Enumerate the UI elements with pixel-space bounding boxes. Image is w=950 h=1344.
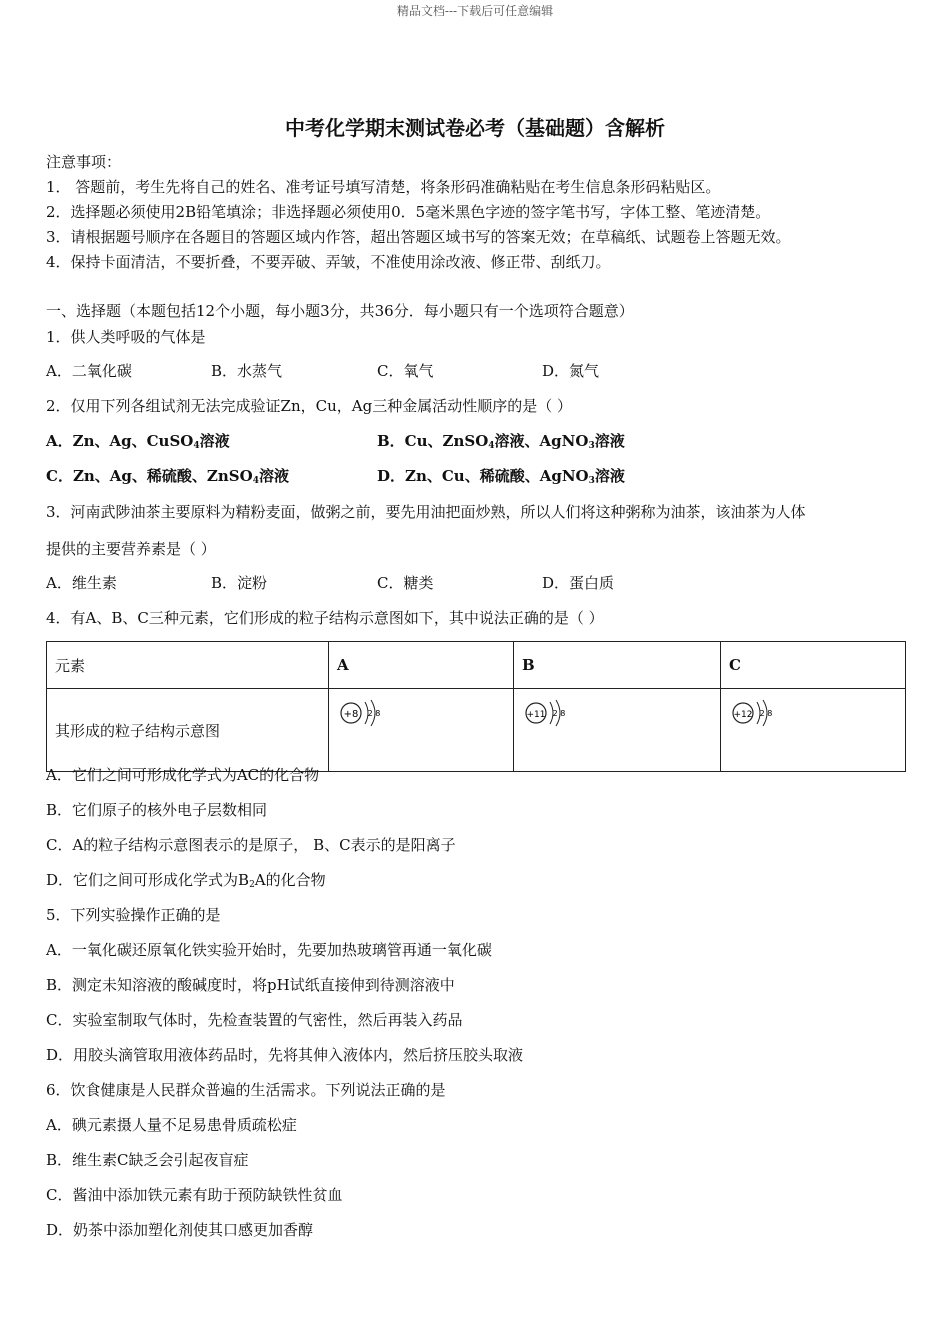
note-item: 3．请根据题号顺序在各题目的答题区域内作答，超出答题区域书写的答案无效；在草稿纸、试题卷上答题无效。 — [46, 228, 791, 246]
notes-heading: 注意事项： — [46, 153, 122, 171]
option-c: C．氧气 — [377, 362, 434, 380]
note-item: 2．选择题必须使用2B铅笔填涂；非选择题必须使用0．5毫米黑色字迹的签字笔书写，字体工整、笔迹清楚。 — [46, 203, 771, 221]
nucleus-label: +12 — [733, 710, 753, 720]
element-table — [46, 641, 906, 772]
option-d: D．奶茶中添加塑化剂使其口感更加香醇 — [46, 1221, 314, 1239]
table-header-cell: 元素 — [47, 642, 329, 689]
option-a: A．碘元素摄人量不足易患骨质疏松症 — [46, 1116, 297, 1134]
option-a: A．维生素 — [46, 574, 117, 592]
question-stem: 3．河南武陟油茶主要原料为精粉麦面，做粥之前，要先用油把面炒熟，所以人们将这种粥称为油茶，该油茶为人体 — [46, 503, 806, 521]
page-header: 精品文档---下载后可任意编辑 — [396, 4, 554, 18]
option-a: A．它们之间可形成化学式为AC的化合物 — [46, 766, 320, 784]
question-stem: 2．仅用下列各组试剂无法完成验证Zn，Cu，Ag三种金属活动性顺序的是（ ） — [46, 397, 572, 415]
option-c: C．实验室制取气体时，先检查装置的气密性，然后再装入药品 — [46, 1011, 463, 1029]
option-b: B．水蒸气 — [211, 362, 283, 380]
option-b: B．Cu、ZnSO$_4$溶液、AgNO$_3$溶液 — [377, 432, 625, 451]
option-a: A．Zn、Ag、CuSO$_4$溶液 — [46, 432, 230, 451]
question-stem: 5．下列实验操作正确的是 — [46, 906, 221, 924]
option-c: C．酱油中添加铁元素有助于预防缺铁性贫血 — [46, 1186, 343, 1204]
atom-diagram-a — [329, 689, 514, 772]
note-item: 4．保持卡面清洁，不要折叠，不要弄破、弄皱，不准使用涂改液、修正带、刮纸刀。 — [46, 253, 611, 271]
shell-label: 2 8 — [552, 709, 566, 718]
shell-label: 2 8 — [367, 709, 381, 718]
option-b: B．维生素C缺乏会引起夜盲症 — [46, 1151, 249, 1169]
section-heading: 一、选择题（本题包括12个小题，每小题3分，共36分．每小题只有一个选项符合题意） — [46, 302, 634, 320]
option-b: B．测定未知溶液的酸碱度时，将pH试纸直接伸到待测溶液中 — [46, 976, 455, 994]
question-stem-cont: 提供的主要营养素是（ ） — [46, 540, 216, 558]
atom-diagram-b — [514, 689, 721, 772]
option-d: D．Zn、Cu、稀硫酸、AgNO$_3$溶液 — [377, 467, 625, 486]
option-b: B．它们原子的核外电子层数相同 — [46, 801, 268, 819]
atom-diagram-c — [721, 689, 906, 772]
table-header-cell: C — [721, 642, 906, 689]
option-d: D．用胶头滴管取用液体药品时，先将其伸入液体内，然后挤压胶头取液 — [46, 1046, 524, 1064]
question-stem: 4．有A、B、C三种元素，它们形成的粒子结构示意图如下，其中说法正确的是（ ） — [46, 609, 604, 627]
option-d: D．它们之间可形成化学式为$B_2A$的化合物 — [46, 871, 326, 890]
option-c: C．Zn、Ag、稀硫酸、ZnSO$_4$溶液 — [46, 467, 289, 486]
atom-structure-icon — [729, 699, 789, 739]
option-c: C．A的粒子结构示意图表示的是原子， B、C表示的是阳离子 — [46, 836, 456, 854]
atom-structure-icon — [337, 699, 397, 739]
option-d: D．氮气 — [542, 362, 600, 380]
question-stem: 6．饮食健康是人民群众普遍的生活需求。下列说法正确的是 — [46, 1081, 446, 1099]
note-item: 1． 答题前，考生先将自己的姓名、准考证号填写清楚，将条形码准确粘贴在考生信息条形码粘贴区。 — [46, 178, 721, 196]
option-c: C．糖类 — [377, 574, 434, 592]
option-a: A．二氧化碳 — [46, 362, 132, 380]
option-b: B．淀粉 — [211, 574, 268, 592]
atom-structure-icon — [522, 699, 582, 739]
question-stem: 1．供人类呼吸的气体是 — [46, 328, 206, 346]
page-title: 中考化学期末测试卷必考（基础题）含解析 — [285, 116, 665, 140]
shell-label: 2 8 — [759, 709, 773, 718]
table-header-cell: B — [514, 642, 721, 689]
table-header-cell: A — [329, 642, 514, 689]
option-d: D．蛋白质 — [542, 574, 615, 592]
option-a: A．一氧化碳还原氧化铁实验开始时，先要加热玻璃管再通一氧化碳 — [46, 941, 492, 959]
table-row-label: 其形成的粒子结构示意图 — [47, 689, 329, 772]
nucleus-label: +11 — [526, 710, 546, 720]
nucleus-label: +8 — [343, 709, 359, 720]
